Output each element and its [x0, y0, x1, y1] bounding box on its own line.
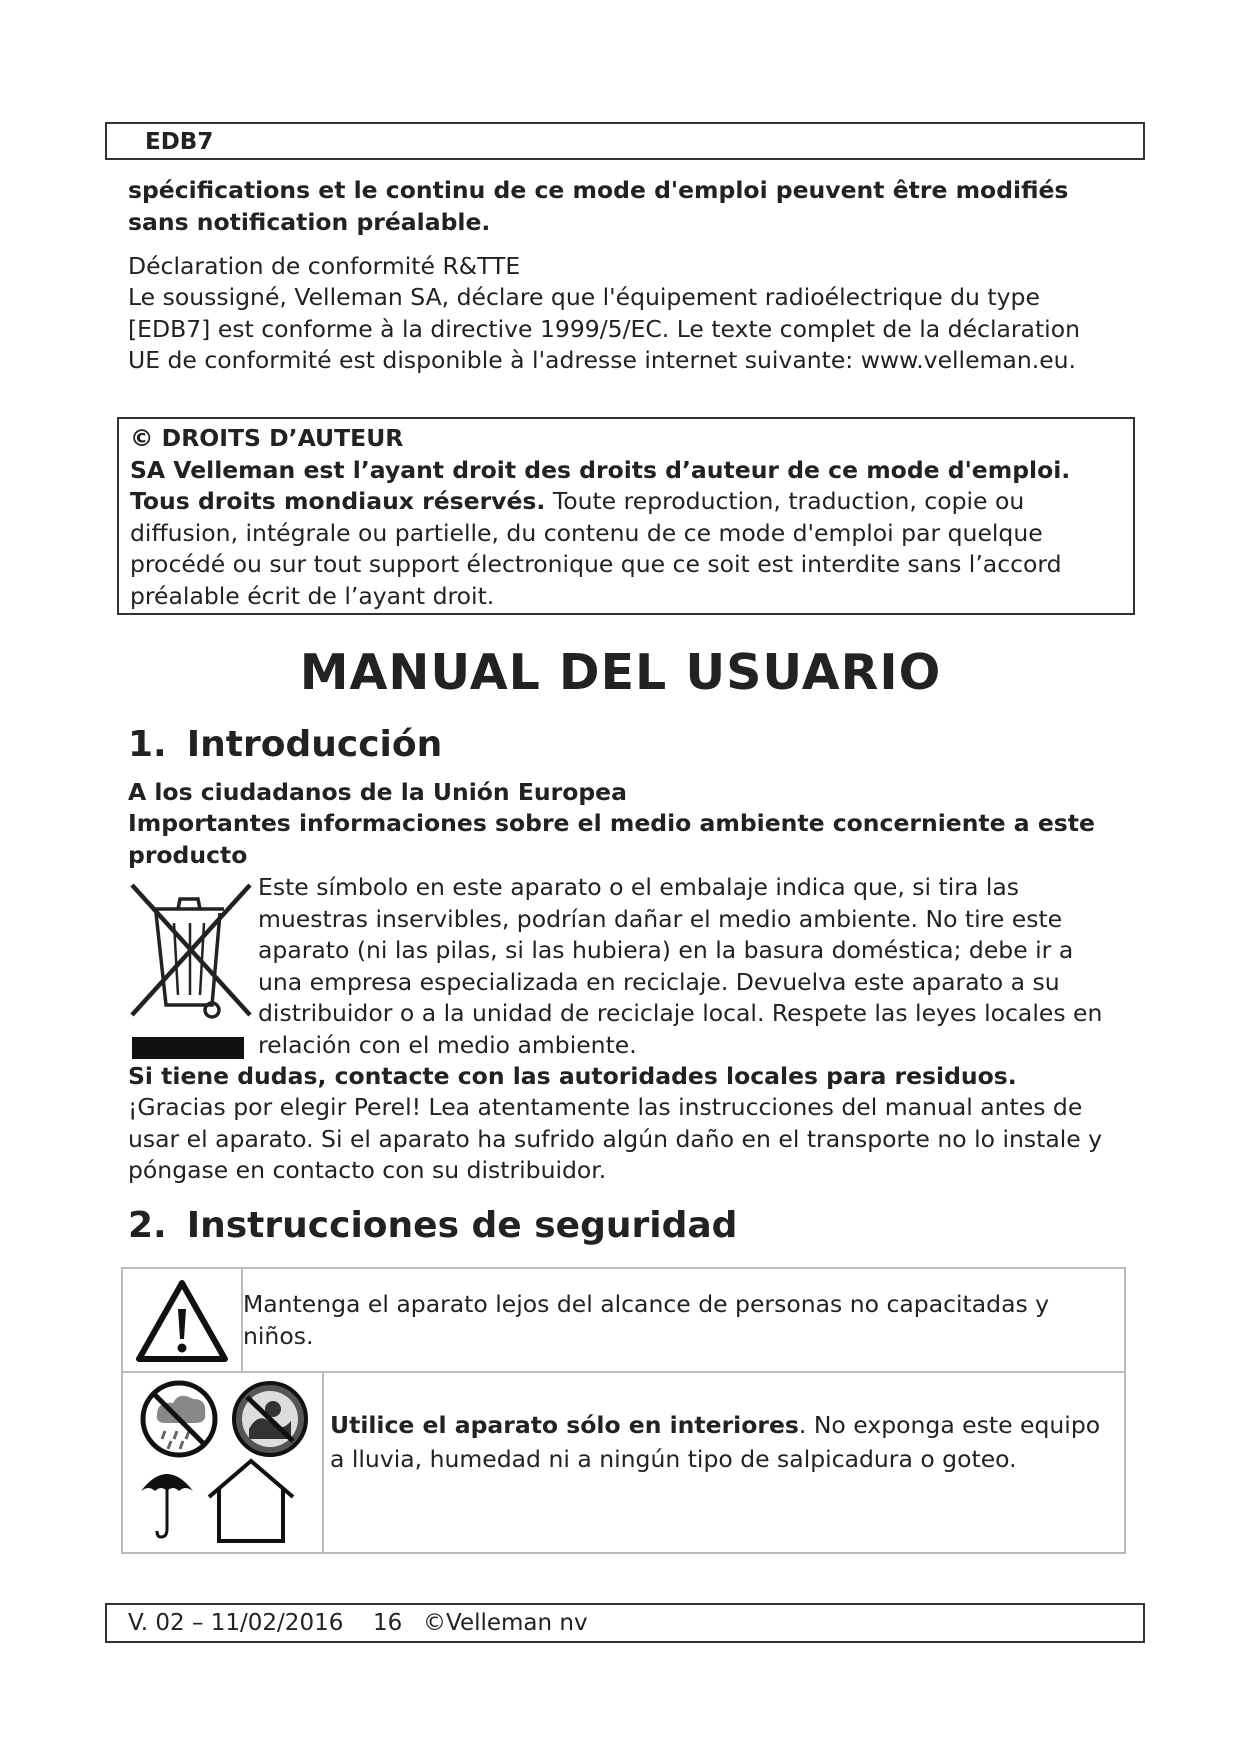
- safety-row2-text: [330, 1408, 1110, 1476]
- section1-heading: [128, 724, 442, 765]
- safety-row-children: [123, 1269, 1124, 1373]
- page-footer: [105, 1603, 1145, 1643]
- french-notice: spécifications et le continu de ce mode d'emploi peuvent être modifiés sans notification préalable.: [128, 176, 1069, 236]
- footer-copyright: ©Velleman nv: [423, 1610, 588, 1636]
- safety-table: [121, 1267, 1126, 1554]
- indoor-use-text: . No exponga este equipo a lluvia, humedad ni a ningún tipo de salpicadura o goteo.: [330, 1411, 1101, 1473]
- page-header: [105, 122, 1145, 160]
- weee-bin-icon: [128, 877, 258, 1062]
- copyright-title: © DROITS D’AUTEUR: [130, 424, 404, 452]
- section2-title: Instrucciones de seguridad: [186, 1205, 738, 1246]
- house-icon: [209, 1461, 293, 1541]
- section1-number: 1.: [128, 724, 167, 765]
- footer-version: V. 02 – 11/02/2016: [128, 1610, 344, 1636]
- warning-icon: [123, 1269, 241, 1371]
- indoor-icons: [123, 1373, 322, 1552]
- safety-row1-text: Mantenga el aparato lejos del alcance de personas no capacitadas y niños.: [243, 1290, 1050, 1350]
- section1-title: Introducción: [186, 724, 443, 765]
- umbrella-icon: [141, 1474, 193, 1537]
- section2-heading: [128, 1205, 737, 1246]
- manual-title: MANUAL DEL USUARIO: [299, 644, 942, 701]
- indoor-use-bold: Utilice el aparato sólo en interiores: [330, 1411, 799, 1439]
- footer-page-number: 16: [373, 1610, 403, 1636]
- declaration-text: Le soussigné, Velleman SA, déclare que l'équipement radioélectrique du type [EDB7] est conforme à la directive 1999/5/EC. Le texte complet de la déclaration UE de conformité est disponible à l'adresse internet suivante: www.velleman.eu.: [128, 283, 1080, 374]
- doubts-text: Si tiene dudas, contacte con las autoridades locales para residuos.: [128, 1062, 1017, 1090]
- no-water-splash-icon: [234, 1383, 306, 1455]
- safety-row-indoor: [123, 1373, 1124, 1552]
- copyright-bold-text: SA Velleman est l’ayant droit des droits d’auteur de ce mode d'emploi. Tous droits mondiaux réservés.: [130, 455, 1071, 515]
- weee-text: Este símbolo en este aparato o el embalaje indica que, si tira las muestras inservibles, podrían dañar el medio ambiente. No tire este aparato (ni las pilas, si las hubiera) en la basura doméstica; debe ir a una empresa especializada en reciclaje. Devuelva este aparato a su distribuidor o a la unidad de reciclaje local. Respete las leyes locales en relación con el medio ambiente.: [258, 873, 1103, 1059]
- declaration-title: Déclaration de conformité R&TTE: [128, 252, 521, 280]
- section2-number: 2.: [128, 1205, 167, 1246]
- thanks-text: ¡Gracias por elegir Perel! Lea atentamente las instrucciones del manual antes de usar el aparato. Si el aparato ha sufrido algún daño en el transporte no lo instale y póngase en contacto con su distribuidor.: [128, 1093, 1103, 1184]
- eu-heading: A los ciudadanos de la Unión Europea: [128, 778, 627, 806]
- copyright-text: Toute reproduction, traduction, copie ou diffusion, intégrale ou partielle, du contenu de ce mode d'emploi par quelque procédé ou sur tout support électronique que ce soit est interdite sans l’accord préalable écrit de l’ayant droit.: [130, 487, 1062, 610]
- model-label: EDB7: [145, 129, 214, 155]
- env-heading: Importantes informaciones sobre el medio ambiente concerniente a este producto: [128, 809, 1095, 869]
- copyright-box: [117, 417, 1135, 615]
- no-rain-icon: [143, 1383, 215, 1455]
